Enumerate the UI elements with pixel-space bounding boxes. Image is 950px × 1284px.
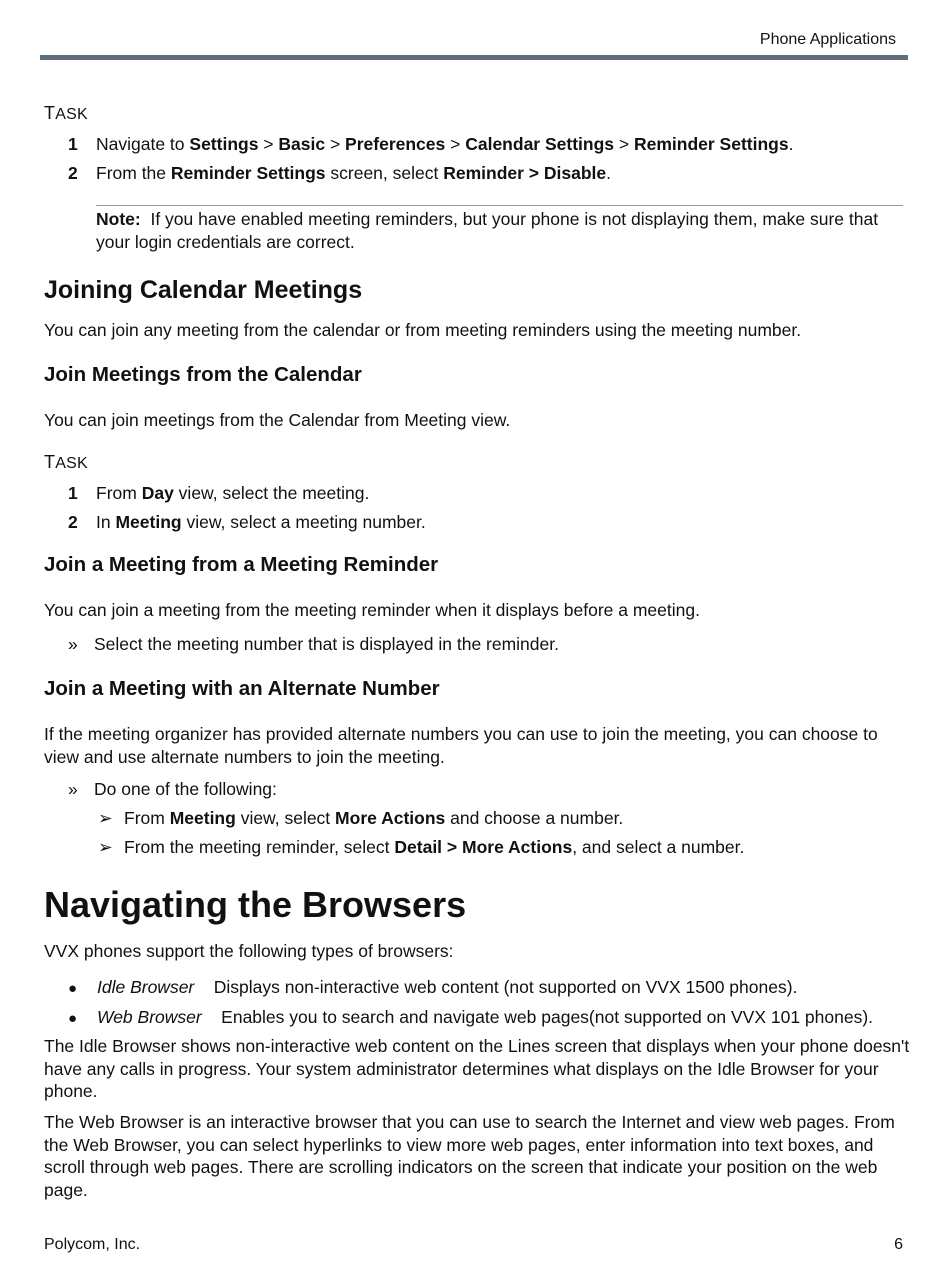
step-text: Navigate to Settings > Basic > Preferences > Calendar Settings > Reminder Settings. <box>96 134 794 154</box>
footer-company: Polycom, Inc. <box>44 1236 141 1253</box>
option-text: From Meeting view, select More Actions and choose a number. <box>124 808 624 828</box>
step-text: Select the meeting number that is displayed in the reminder. <box>94 634 559 654</box>
list-item-text: Web Browser Enables you to search and navigate web pages(not supported on VVX 101 phones). <box>97 1007 874 1027</box>
note-rule <box>96 205 903 206</box>
paragraph: The Idle Browser shows non-interactive web content on the Lines screen that displays when your phone doesn't have any calls in progress. Your system administrator determines what displays on the Idle Browser for your phone. <box>44 1036 910 1101</box>
paragraph: The Web Browser is an interactive browser that you can use to search the Internet and view web pages. From the Web Browser, you can select hyperlinks to view more web pages, enter information into text boxes, and scroll through web pages. There are scrolling indicators on the screen that indicate your position on the web page. <box>44 1112 895 1200</box>
step-number: 2 <box>68 512 78 532</box>
arrow-bullet-icon: ➢ <box>98 837 113 857</box>
paragraph: VVX phones support the following types of browsers: <box>44 941 454 961</box>
step-text: In Meeting view, select a meeting number. <box>96 512 426 532</box>
step-number: 1 <box>68 483 78 503</box>
option-text: From the meeting reminder, select Detail > More Actions, and select a number. <box>124 837 745 857</box>
task-label: TASK <box>44 452 88 472</box>
step-number: 1 <box>68 134 78 154</box>
bullet-dot-icon: ● <box>68 1010 78 1027</box>
note-box <box>96 208 906 253</box>
paragraph: You can join a meeting from the meeting reminder when it displays before a meeting. <box>44 600 700 620</box>
subsection-heading: Join Meetings from the Calendar <box>44 363 362 386</box>
step-text: From the Reminder Settings screen, select Reminder > Disable. <box>96 163 612 183</box>
step-text: Do one of the following: <box>94 779 277 799</box>
task-label: TASK <box>44 103 88 123</box>
bullet-dot-icon: ● <box>68 980 78 997</box>
subsection-heading: Join a Meeting from a Meeting Reminder <box>44 553 439 576</box>
section-heading: Joining Calendar Meetings <box>44 276 363 304</box>
paragraph: If the meeting organizer has provided alternate numbers you can use to join the meeting, you can choose to view and use alternate numbers to join the meeting. <box>44 724 878 767</box>
note-text: If you have enabled meeting reminders, but your phone is not displaying them, make sure that your login credentials are correct. <box>96 209 879 252</box>
list-item-text: Idle Browser Displays non-interactive web content (not supported on VVX 1500 phones). <box>97 977 798 997</box>
running-header: Phone Applications <box>759 31 896 48</box>
arrow-bullet-icon: ➢ <box>98 808 113 828</box>
paragraph: You can join meetings from the Calendar from Meeting view. <box>44 410 511 430</box>
step-text: From Day view, select the meeting. <box>96 483 370 503</box>
chapter-heading: Navigating the Browsers <box>44 884 467 925</box>
chevron-bullet-icon: » <box>68 634 78 654</box>
note-label: Note: <box>96 209 141 229</box>
step-number: 2 <box>68 163 78 183</box>
chevron-bullet-icon: » <box>68 779 78 799</box>
subsection-heading: Join a Meeting with an Alternate Number <box>44 677 440 700</box>
page-number: 6 <box>894 1236 903 1253</box>
header-rule <box>40 55 908 60</box>
paragraph: You can join any meeting from the calendar or from meeting reminders using the meeting number. <box>44 320 802 340</box>
